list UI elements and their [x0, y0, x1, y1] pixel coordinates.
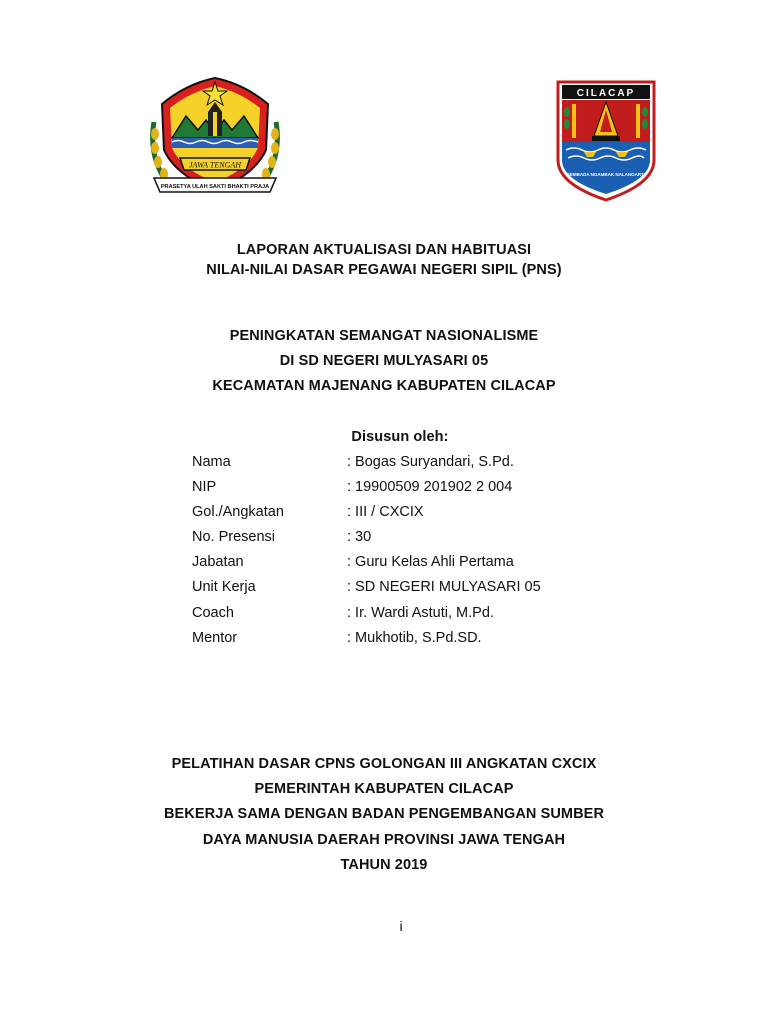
author-heading: Disusun oleh: [351, 429, 449, 445]
author-label: Nama [192, 454, 231, 470]
footer-line-3: BEKERJA SAMA DENGAN BADAN PENGEMBANGAN SUMBER [163, 806, 605, 822]
author-value: : Mukhotib, S.Pd.SD. [347, 630, 482, 646]
footer-line-1: PELATIHAN DASAR CPNS GOLONGAN III ANGKATAN CXCIX [171, 756, 597, 772]
author-label: Mentor [192, 630, 238, 646]
author-value: : 30 [347, 529, 372, 545]
jawa-tengah-emblem-logo [146, 72, 284, 204]
jawa-tengah-motto-text: PRASETYA ULAH SAKTI BHAKTI PRAJA [160, 184, 270, 190]
author-label: Gol./Angkatan [192, 504, 284, 520]
author-value: : Bogas Suryandari, S.Pd. [347, 454, 514, 470]
author-value: : SD NEGERI MULYASARI 05 [347, 579, 541, 595]
author-label: Coach [192, 605, 234, 621]
author-value: : Guru Kelas Ahli Pertama [347, 554, 514, 570]
author-value: : III / CXCIX [347, 504, 424, 520]
author-label: NIP [192, 479, 217, 495]
cilacap-banner-text: CILACAP [576, 88, 636, 99]
report-topic-line-2: DI SD NEGERI MULYASARI 05 [279, 353, 489, 369]
author-label: No. Presensi [192, 529, 276, 545]
author-label: Jabatan [192, 554, 244, 570]
footer-line-4: DAYA MANUSIA DAERAH PROVINSI JAWA TENGAH [202, 832, 566, 848]
jawa-tengah-ribbon-text: JAWA TENGAH [188, 160, 242, 170]
cilacap-motto-text: SEMBADA NGAMBAK NALANGARTI [566, 172, 646, 177]
footer-line-5: TAHUN 2019 [340, 857, 428, 873]
footer-line-2: PEMERINTAH KABUPATEN CILACAP [254, 781, 514, 797]
report-title-line-2: NILAI-NILAI DASAR PEGAWAI NEGERI SIPIL (PNS) [206, 262, 562, 278]
report-topic-line-3: KECAMATAN MAJENANG KABUPATEN CILACAP [212, 378, 556, 394]
page-number: i [399, 918, 403, 934]
report-topic-line-1: PENINGKATAN SEMANGAT NASIONALISME [229, 328, 539, 344]
author-value: : Ir. Wardi Astuti, M.Pd. [347, 605, 494, 621]
author-value: : 19900509 201902 2 004 [347, 479, 513, 495]
cilacap-regency-logo [556, 80, 656, 202]
report-title-line-1: LAPORAN AKTUALISASI DAN HABITUASI [236, 242, 532, 258]
author-label: Unit Kerja [192, 579, 256, 595]
